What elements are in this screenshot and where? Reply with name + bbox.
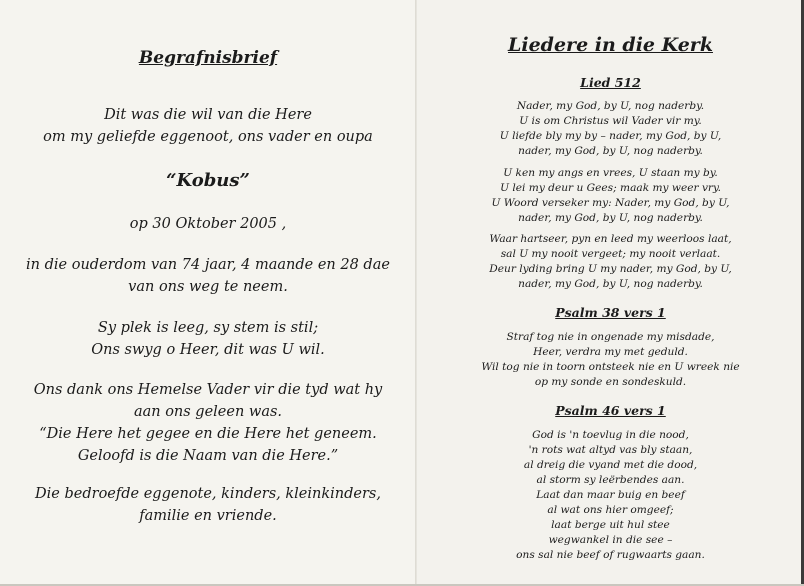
church-songs-title: Liedere in die Kerk: [508, 34, 713, 56]
hymn-line: U Woord verseker my: Nader, my God, by U,: [491, 197, 730, 209]
hymn-line: Waar hartseer, pyn en leed my weerloos laat,: [489, 233, 732, 245]
date-line: op 30 Oktober 2005 ,: [129, 216, 287, 232]
psalm-38-line: Heer, verdra my met geduld.: [533, 346, 688, 358]
family-line-2: familie en vriende.: [139, 508, 277, 524]
funeral-letter-title: Begrafnisbrief: [138, 48, 278, 68]
hymn-line: U ken my angs en vrees, U staan my by.: [503, 167, 718, 179]
thanks-line-2: aan ons geleen was.: [133, 404, 283, 420]
verse-line-1: Sy plek is leeg, sy stem is stil;: [97, 320, 319, 336]
psalm-46-line: ons sal nie beef of rugwaarts gaan.: [516, 549, 705, 561]
hymn-line: sal U my nooit vergeet; my nooit verlaat.: [500, 248, 721, 260]
hymn-line: Nader, my God, by U, nog naderby.: [516, 100, 705, 112]
psalm-46-line: al storm sy leërbendes aan.: [536, 474, 685, 486]
hymn-line: nader, my God, by U, nog naderby.: [518, 145, 703, 157]
psalm-46-line: al wat ons hier omgeef;: [547, 504, 674, 516]
right-page: [417, 0, 804, 586]
age-line-2: van ons weg te neem.: [128, 279, 288, 295]
psalm-38-title: Psalm 38 vers 1: [555, 305, 666, 320]
psalm-38-line: op my sonde en sondeskuld.: [534, 376, 687, 388]
psalm-46-line: al dreig die vyand met die dood,: [523, 459, 698, 471]
hymn-line: nader, my God, by U, nog naderby.: [518, 212, 703, 224]
thanks-line-4: Geloofd is die Naam van die Here.”: [77, 448, 339, 464]
psalm-38-line: Wil tog nie in toorn ontsteek nie en U wreek nie: [481, 361, 740, 373]
psalm-38-line: Straf tog nie in ongenade my misdade,: [506, 331, 715, 343]
intro-line-2: om my geliefde eggenoot, ons vader en oupa: [43, 129, 373, 145]
psalm-46-line: laat berge uit hul stee: [551, 519, 670, 531]
thanks-line-1: Ons dank ons Hemelse Vader vir die tyd wat hy: [33, 382, 383, 398]
hymn-line: U lei my deur u Gees; maak my weer vry.: [500, 182, 721, 194]
psalm-46-line: God is 'n toevlug in die nood,: [532, 429, 689, 441]
hymn-line: U liefde bly my by – nader, my God, by U,: [499, 130, 722, 142]
psalm-46-line: wegwankel in die see –: [548, 534, 673, 546]
family-line-1: Die bedroefde eggenote, kinders, kleinkinders,: [35, 486, 381, 502]
psalm-46-line: Laat dan maar buig en beef: [536, 489, 685, 501]
hymn-line: nader, my God, by U, nog naderby.: [518, 278, 703, 290]
deceased-name: “Kobus”: [166, 170, 250, 191]
intro-line-1: Dit was die wil van die Here: [104, 107, 312, 123]
hymn-512-title: Lied 512: [580, 75, 641, 90]
hymn-line: U is om Christus wil Vader vir my.: [519, 115, 702, 127]
psalm-46-title: Psalm 46 vers 1: [555, 403, 666, 418]
verse-line-2: Ons swyg o Heer, dit was U wil.: [91, 342, 325, 358]
hymn-line: Deur lyding bring U my nader, my God, by U,: [489, 263, 732, 275]
thanks-line-3: “Die Here het gegee en die Here het geneem.: [39, 426, 377, 442]
psalm-46-line: 'n rots wat altyd vas bly staan,: [528, 444, 693, 456]
age-line-1: in die ouderdom van 74 jaar, 4 maande en 28 dae: [26, 257, 390, 273]
